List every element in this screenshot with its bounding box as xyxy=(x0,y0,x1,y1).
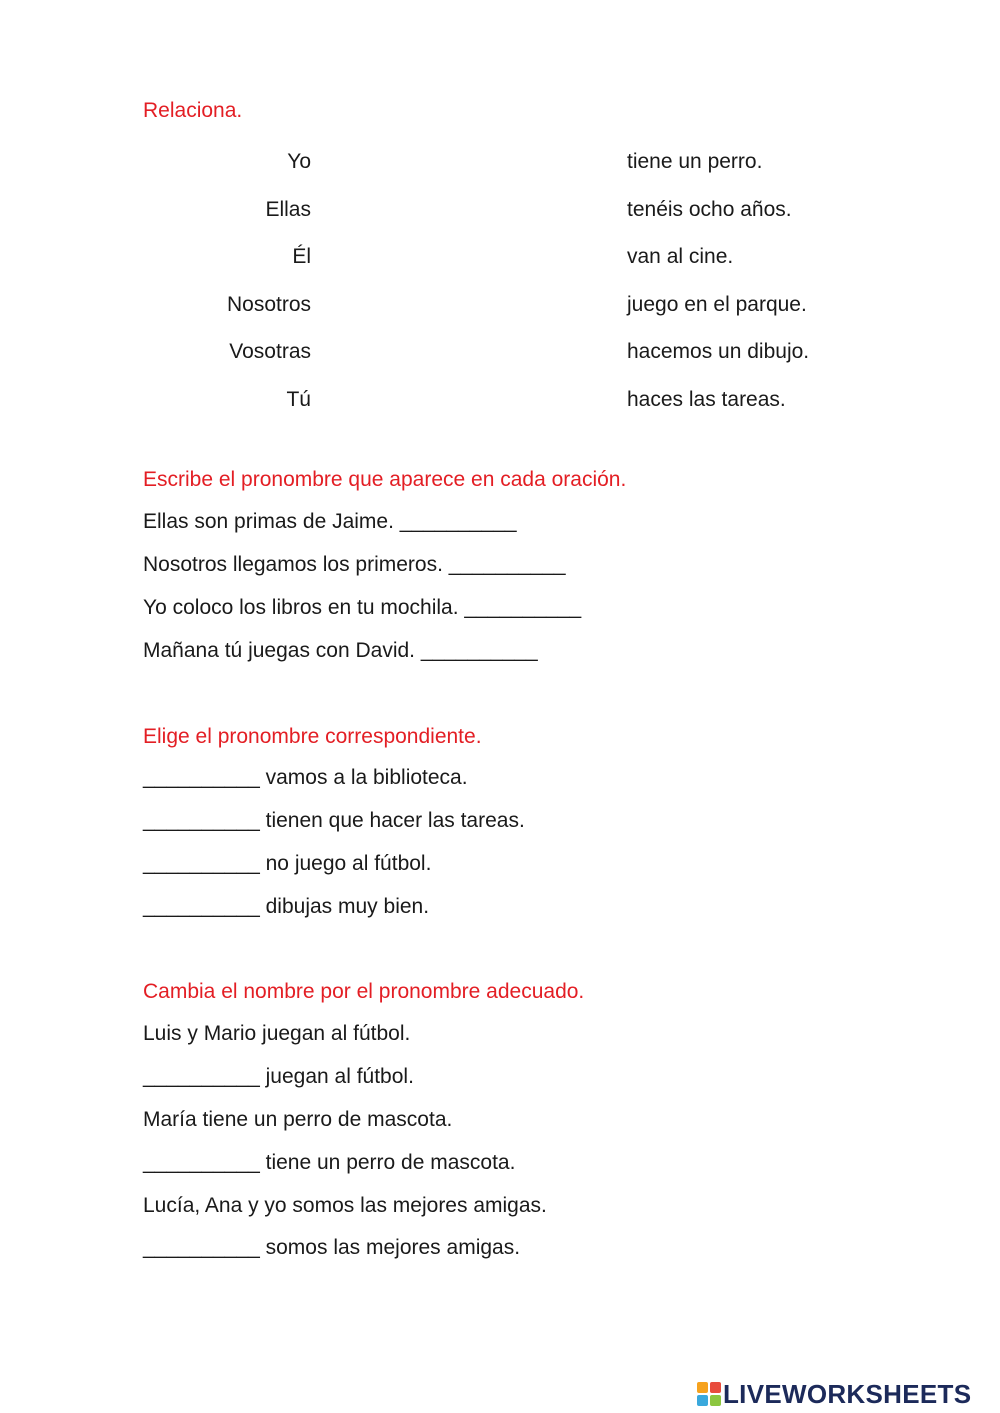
exercise-sentence[interactable]: __________ no juego al fútbol. xyxy=(143,852,432,875)
liveworksheets-logo xyxy=(697,1378,972,1409)
match-pronoun[interactable]: Vosotras xyxy=(229,340,311,363)
source-sentence: Luis y Mario juegan al fútbol. xyxy=(143,1022,411,1045)
source-sentence: Lucía, Ana y yo somos las mejores amigas. xyxy=(143,1194,547,1217)
section4-heading: Cambia el nombre por el pronombre adecuado. xyxy=(143,980,585,1003)
exercise-sentence[interactable]: __________ juegan al fútbol. xyxy=(143,1065,414,1088)
brand-name: LIVEWORKSHEETS xyxy=(723,1378,972,1409)
match-pronoun[interactable]: Yo xyxy=(287,150,311,173)
match-pronoun[interactable]: Nosotros xyxy=(226,293,311,316)
match-predicate[interactable]: hacemos un dibujo. xyxy=(627,340,810,363)
section2-heading: Escribe el pronombre que aparece en cada oración. xyxy=(143,468,627,491)
match-pronoun[interactable]: Él xyxy=(292,245,311,268)
exercise-sentence[interactable]: Yo coloco los libros en tu mochila. __________ xyxy=(143,596,582,619)
match-pronoun[interactable]: Ellas xyxy=(265,198,311,221)
section1-heading: Relaciona. xyxy=(143,99,243,122)
source-sentence: María tiene un perro de mascota. xyxy=(143,1108,453,1131)
exercise-sentence[interactable]: __________ dibujas muy bien. xyxy=(143,895,430,918)
match-predicate[interactable]: haces las tareas. xyxy=(627,388,786,411)
section3-heading: Elige el pronombre correspondiente. xyxy=(143,725,482,748)
exercise-sentence[interactable]: Ellas son primas de Jaime. __________ xyxy=(143,510,517,533)
match-predicate[interactable]: van al cine. xyxy=(627,245,734,268)
exercise-sentence[interactable]: __________ vamos a la biblioteca. xyxy=(143,766,468,789)
exercise-sentence[interactable]: __________ tiene un perro de mascota. xyxy=(143,1151,516,1174)
match-predicate[interactable]: tenéis ocho años. xyxy=(627,198,792,221)
exercise-sentence[interactable]: Mañana tú juegas con David. __________ xyxy=(143,639,538,662)
match-predicate[interactable]: juego en el parque. xyxy=(627,293,807,316)
match-pronoun[interactable]: Tú xyxy=(286,388,311,411)
match-predicate[interactable]: tiene un perro. xyxy=(627,150,763,173)
exercise-sentence[interactable]: __________ tienen que hacer las tareas. xyxy=(143,809,525,832)
exercise-sentence[interactable]: __________ somos las mejores amigas. xyxy=(143,1236,521,1259)
exercise-sentence[interactable]: Nosotros llegamos los primeros. __________ xyxy=(143,553,566,576)
liveworksheets-logo-icon xyxy=(697,1382,721,1406)
